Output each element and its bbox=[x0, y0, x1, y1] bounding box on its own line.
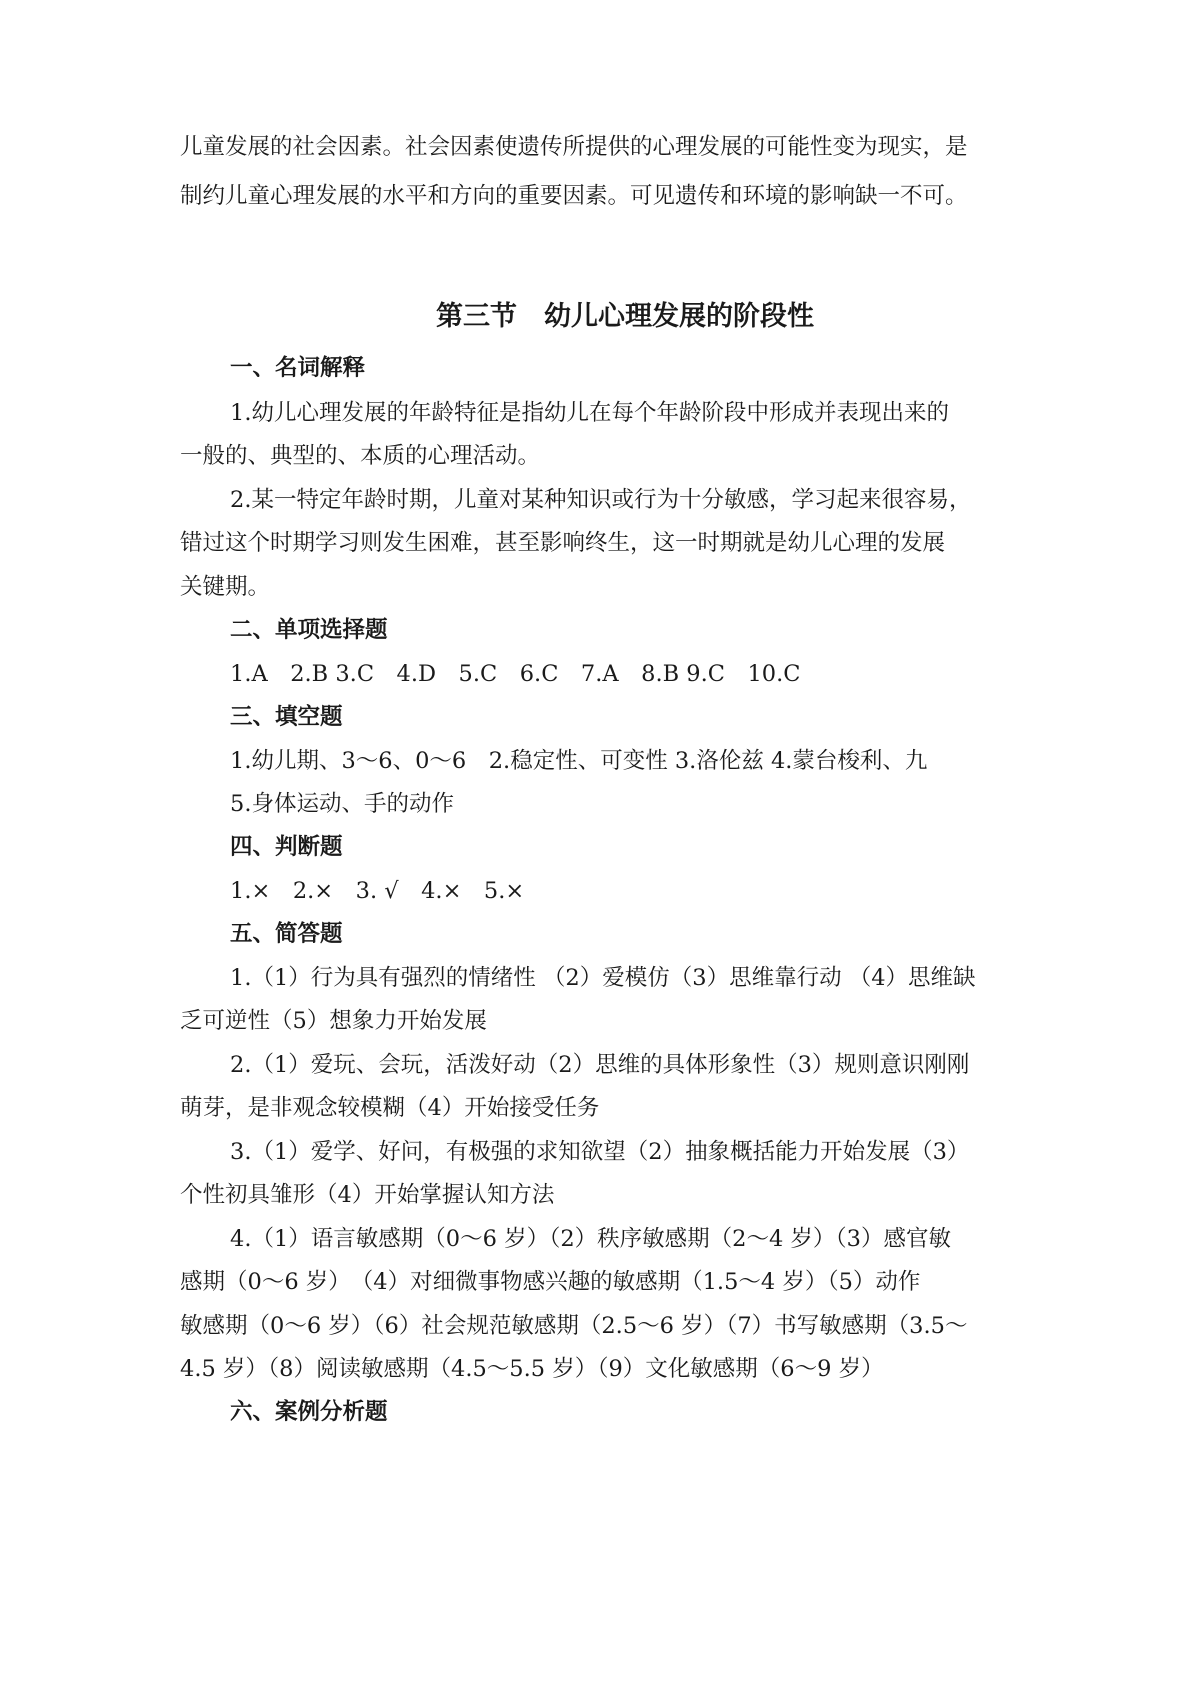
heading-single-choice: 二、单项选择题 bbox=[230, 617, 388, 643]
definition-line: 2.某一特定年龄时期，儿童对某种知识或行为十分敏感，学习起来很容易， bbox=[230, 487, 972, 513]
short-answer-line: 乏可逆性（5）想象力开始发展 bbox=[180, 1008, 487, 1034]
intro-line-1: 儿童发展的社会因素。社会因素使遗传所提供的心理发展的可能性变为现实，是 bbox=[180, 134, 968, 160]
definition-line: 一般的、典型的、本质的心理活动。 bbox=[180, 443, 541, 469]
fill-blank-line: 5.身体运动、手的动作 bbox=[230, 791, 454, 817]
short-answer-line: 感期（0～6 岁） （4）对细微事物感兴趣的敏感期（1.5～4 岁）（5）动作 bbox=[180, 1269, 921, 1295]
true-false-answers: 1.× 2.× 3. √ 4.× 5.× bbox=[230, 878, 525, 904]
definition-line: 关键期。 bbox=[180, 574, 271, 600]
short-answer-line: 4.5 岁）（8）阅读敏感期（4.5～5.5 岁）（9）文化敏感期（6～9 岁） bbox=[180, 1356, 884, 1382]
definition-line: 错过这个时期学习则发生困难，甚至影响终生，这一时期就是幼儿心理的发展 bbox=[180, 530, 946, 556]
heading-definitions: 一、名词解释 bbox=[230, 355, 366, 381]
section-title: 第三节 幼儿心理发展的阶段性 bbox=[436, 301, 814, 332]
short-answer-line: 1.（1）行为具有强烈的情绪性 （2）爱模仿（3）思维靠行动 （4）思维缺 bbox=[230, 965, 976, 991]
single-choice-answers: 1.A 2.B 3.C 4.D 5.C 6.C 7.A 8.B 9.C 10.C bbox=[230, 661, 801, 687]
short-answer-line: 敏感期（0～6 岁）（6）社会规范敏感期（2.5～6 岁）（7）书写敏感期（3.5～ bbox=[180, 1313, 968, 1339]
short-answer-line: 2.（1）爱玩、会玩，活泼好动（2）思维的具体形象性（3）规则意识刚刚 bbox=[230, 1052, 970, 1078]
short-answer-line: 4.（1）语言敏感期（0～6 岁）（2）秩序敏感期（2～4 岁）（3）感官敏 bbox=[230, 1226, 951, 1252]
short-answer-line: 个性初具雏形（4）开始掌握认知方法 bbox=[180, 1182, 555, 1208]
intro-line-2: 制约儿童心理发展的水平和方向的重要因素。可见遗传和环境的影响缺一不可。 bbox=[180, 183, 968, 209]
short-answer-line: 萌芽，是非观念较模糊（4）开始接受任务 bbox=[180, 1095, 600, 1121]
heading-case-analysis: 六、案例分析题 bbox=[230, 1399, 388, 1425]
definition-line: 1.幼儿心理发展的年龄特征是指幼儿在每个年龄阶段中形成并表现出来的 bbox=[230, 400, 949, 426]
heading-true-false: 四、判断题 bbox=[230, 834, 343, 860]
short-answer-line: 3.（1）爱学、好问，有极强的求知欲望（2）抽象概括能力开始发展（3） bbox=[230, 1139, 970, 1165]
heading-short-answer: 五、简答题 bbox=[230, 921, 343, 947]
heading-fill-blank: 三、填空题 bbox=[230, 704, 343, 730]
fill-blank-line: 1.幼儿期、3～6、0～6 2.稳定性、可变性 3.洛伦兹 4.蒙台梭利、九 bbox=[230, 748, 928, 774]
